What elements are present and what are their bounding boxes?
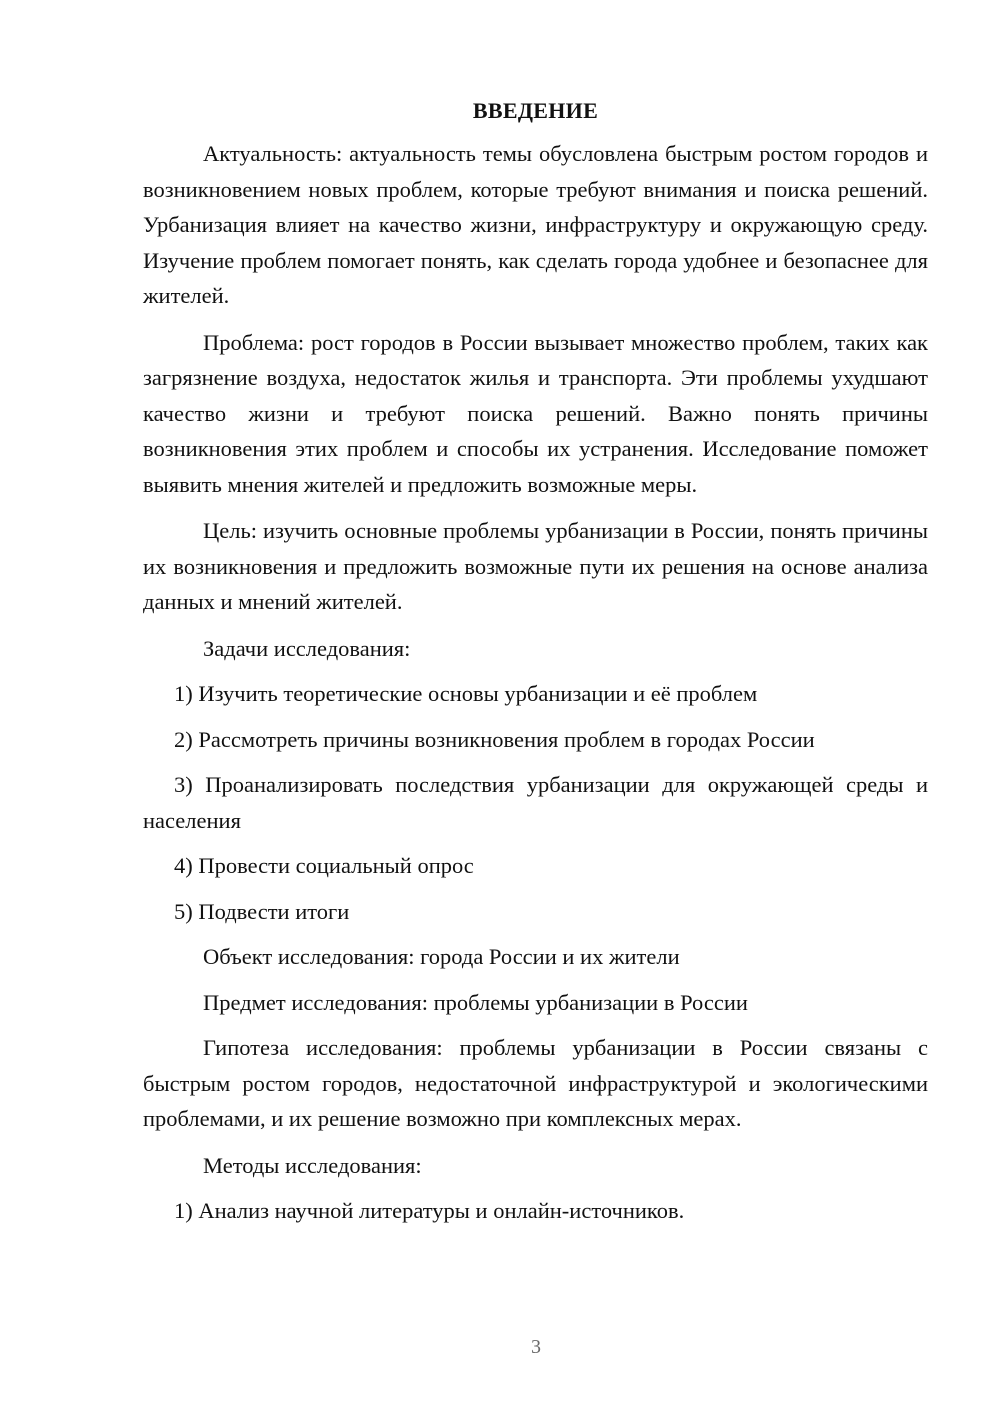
section-title: ВВЕДЕНИЕ: [472, 98, 599, 123]
list-item: 3) Проанализировать последствия урбанизации для окружающей среды и населения: [143, 772, 928, 833]
tasks-list: [143, 676, 928, 929]
problem-paragraph: Проблема: рост городов в России вызывает множество проблем, таких как загрязнение воздуха, недостаток жилья и транспорта. Эти проблемы ухудшают качество жизни и требуют поиска решений. Важно понять причины возникновения этих проблем и способы их устранения. Исследование поможет выявить мнения жителей и предложить возможные меры.: [143, 329, 928, 497]
list-item: 1) Изучить теоретические основы урбанизации и её проблем: [174, 681, 758, 706]
page-number: 3: [531, 1336, 541, 1358]
page-content: [143, 96, 928, 1239]
list-item: 1) Анализ научной литературы и онлайн-источников.: [174, 1198, 685, 1223]
goal-paragraph: Цель: изучить основные проблемы урбанизации в России, понять причины их возникновения и предложить возможные пути их решения на основе анализа данных и мнений жителей.: [143, 518, 928, 614]
methods-list: [143, 1193, 928, 1229]
relevance-paragraph: Актуальность: актуальность темы обусловлена быстрым ростом городов и возникновением новых проблем, которые требуют внимания и поиска решений. Урбанизация влияет на качество жизни, инфраструктуру и окружающую среду. Изучение проблем помогает понять, как сделать города удобнее и безопаснее для жителей.: [143, 141, 928, 308]
methods-heading: Методы исследования:: [203, 1152, 422, 1178]
hypothesis-paragraph: Гипотеза исследования: проблемы урбанизации в России связаны с быстрым ростом городов, недостаточной инфраструктурой и экологическими проблемами, и их решение возможно при комплексных мерах.: [143, 1035, 928, 1131]
list-item: 4) Провести социальный опрос: [174, 853, 474, 878]
subject-line: Предмет исследования: проблемы урбанизации в России: [203, 989, 748, 1015]
tasks-heading: Задачи исследования:: [203, 635, 411, 661]
list-item: 5) Подвести итоги: [174, 898, 350, 924]
list-item: 2) Рассмотреть причины возникновения проблем в городах России: [174, 726, 815, 752]
object-line: Объект исследования: города России и их жители: [203, 944, 680, 969]
